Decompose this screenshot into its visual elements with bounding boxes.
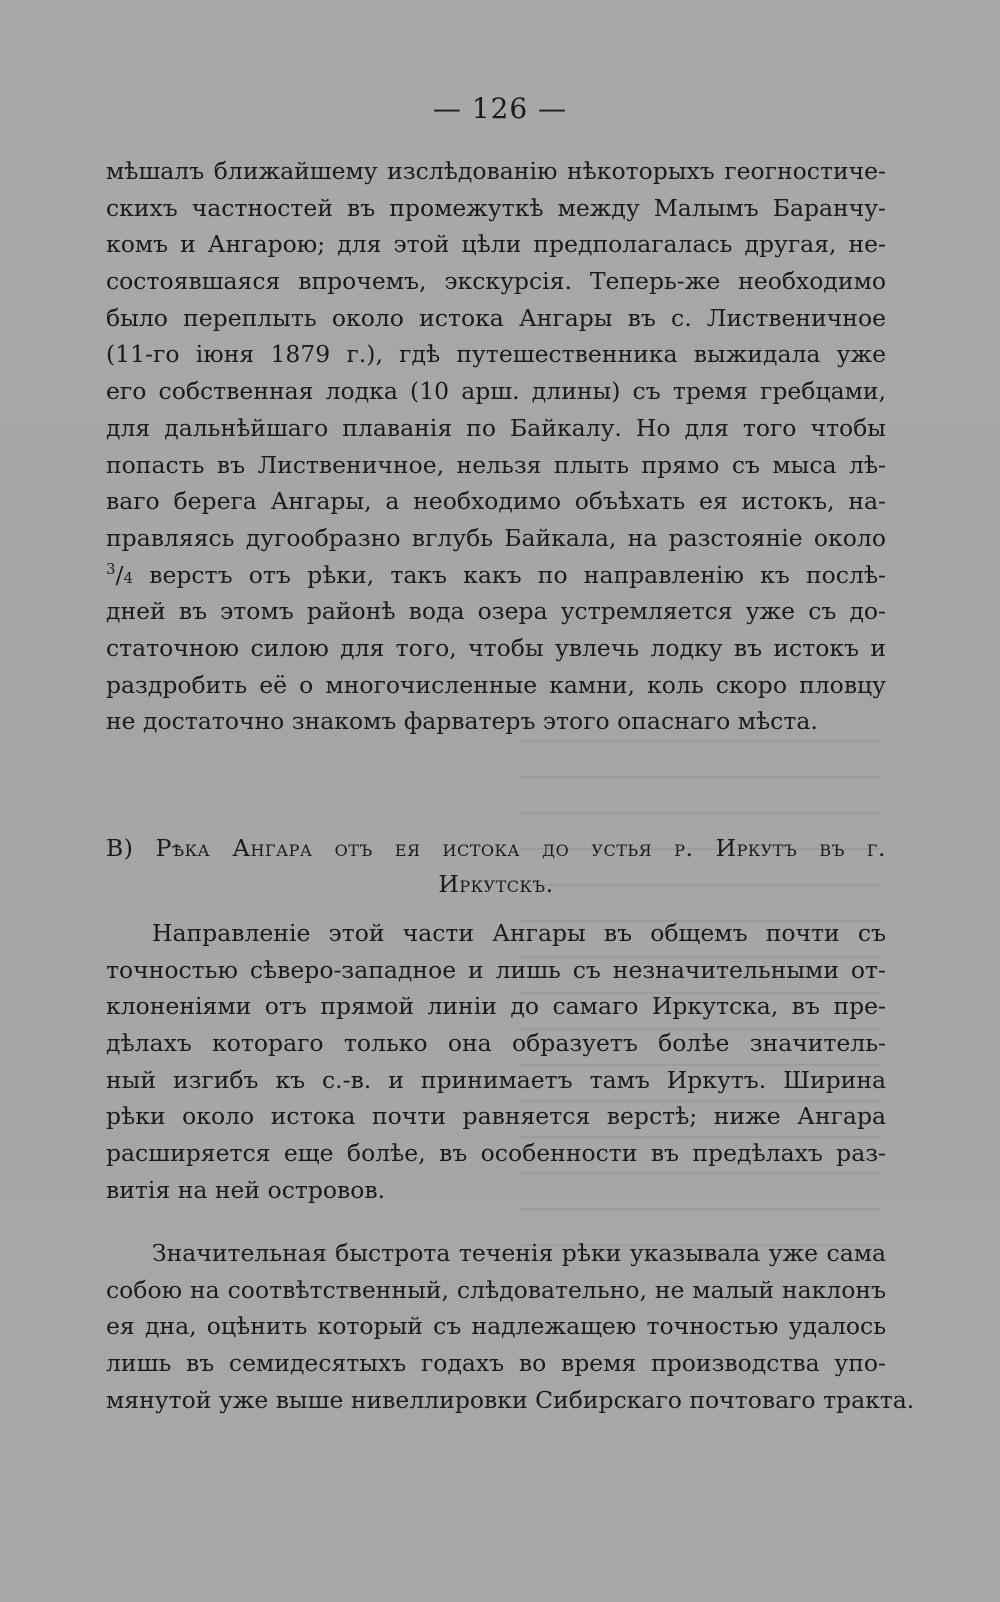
text-line: раздробить её о многочисленные камни, коль скоро пловцу [106, 670, 886, 699]
text-line-rest: верстъ отъ рѣки, такъ какъ по направленію къ послѣ- [149, 560, 886, 589]
paragraph-2 [106, 915, 886, 1209]
text-line: лишь въ семидесятыхъ годахъ во время производства упо- [106, 1349, 886, 1378]
text-line: дѣлахъ котораго только она образуетъ болѣе значитель- [106, 1029, 886, 1058]
fraction-denominator: 4 [123, 568, 134, 587]
text-line: для дальнѣйшаго плаванія по Байкалу. Но для того чтобы [106, 413, 886, 442]
text-line: ея дна, оцѣнить который съ надлежащею точностью удалось [106, 1312, 886, 1341]
text-line: мѣшалъ ближайшему изслѣдованію нѣкоторыхъ геогностиче- [106, 157, 886, 185]
text-line: не достаточно знакомъ фарватеръ этого опаснаго мѣста. [106, 707, 818, 736]
text-line: Направленіе этой части Ангары въ общемъ почти съ [152, 919, 886, 947]
section-heading [106, 830, 886, 902]
text-line: правляясь дугообразно вглубь Байкала, на разстояніе около [106, 523, 886, 552]
text-line: попасть въ Лиственичное, нельзя плыть прямо съ мыса лѣ- [106, 450, 886, 479]
text-line: ваго берега Ангары, а необходимо объѣхать ея истокъ, на- [106, 487, 886, 516]
text-line: собою на соотвѣтственный, слѣдовательно, не малый наклонъ [106, 1275, 886, 1304]
text-line: его собственная лодка (10 арш. длины) съ тремя гребцами, [106, 377, 886, 406]
text-line: дней въ этомъ районѣ вода озера устремляется уже съ до- [106, 597, 886, 626]
text-line: витія на ней островов. [106, 1175, 386, 1204]
text-line: комъ и Ангарою; для этой цѣли предполагалась другая, не- [106, 230, 886, 259]
text-line: точностью сѣверо-западное и лишь съ незначительными от- [106, 955, 886, 984]
text-line: ный изгибъ къ с.-в. и принимаетъ тамъ Иркутъ. Ширина [106, 1065, 886, 1094]
paragraph-3 [106, 1235, 915, 1418]
fraction: $^3$/4 [106, 559, 134, 589]
section-heading-line-2: Иркутскъ. [438, 870, 554, 898]
text-line: Значительная быстрота теченія рѣки указывала уже сама [152, 1239, 886, 1267]
text-line: состоявшаяся впрочемъ, экскурсія. Теперь-же необходимо [106, 267, 886, 296]
fraction-numerator: 3 [106, 559, 116, 578]
text-line-with-fraction [106, 557, 886, 594]
text-line: было переплыть около истока Ангары въ с. Лиственичное [106, 303, 886, 332]
page-number: — 126 — [432, 92, 568, 125]
text-line: расширяется еще болѣе, въ особенности въ предѣлахъ раз- [106, 1139, 886, 1168]
text-line: клоненіями отъ прямой линіи до самаго Иркутска, въ пре- [106, 992, 886, 1021]
section-heading-line-1: B) Рѣка Ангара отъ ея истока до устья р. Иркутъ въ г. [106, 834, 886, 862]
text-line: мянутой уже выше нивеллировки Сибирскаго почтоваго тракта. [106, 1385, 915, 1414]
text-line: скихъ частностей въ промежуткѣ между Малымъ Баранчу- [106, 193, 886, 222]
text-line: (11-го іюня 1879 г.), гдѣ путешественника выжидала уже [106, 340, 886, 369]
paragraph-1 [106, 153, 886, 740]
text-line: рѣки около истока почти равняется верстѣ; ниже Ангара [106, 1102, 886, 1131]
text-line: статочною силою для того, чтобы увлечь лодку въ истокъ и [106, 633, 886, 662]
